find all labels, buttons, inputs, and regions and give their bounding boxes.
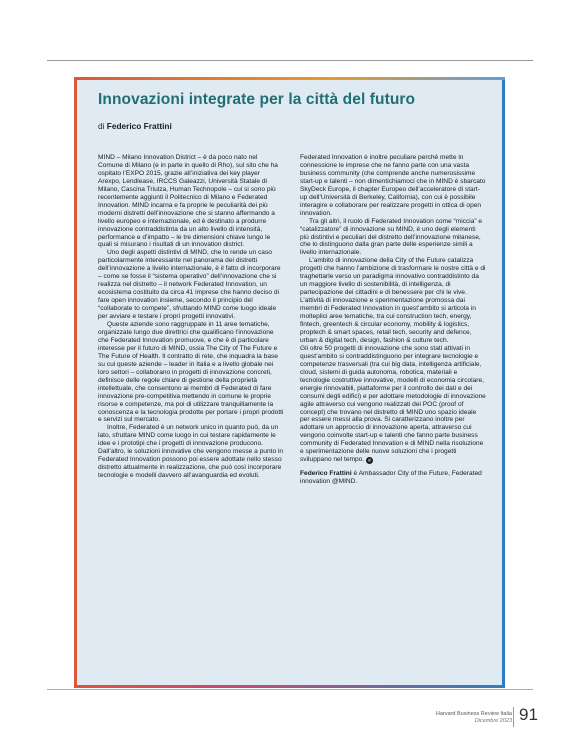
paragraph: MIND – Milano Innovation District – è da poco nato nel Comune di Milano (e in parte in quello di Rho), sul sito che ha ospitato l’EXPO 2015, grazie all’iniziativa dei key player Arexpo, Lendlease, IRCCS Galeazzi, Università Statale di Milano, Cascina Triulza, Human Technopole – cui si sono più recentemente aggiunti il Politecnico di Milano e Federated Innovation. MIND incarna e fa proprie le peculiarità dei più moderni distretti dell’innovazione che si stanno affermando a livello europeo e internazionale, ed è destinato a produrre innovazione contraddistinta da un alto livello di intensità, performance e d’impatto – le tre dimensioni chiave lungo le quali si misurano i risultati di un innovation district. <box>98 154 278 249</box>
byline <box>98 121 172 131</box>
magazine-name: Harvard Business Review Italia <box>435 711 512 717</box>
author-name: Federico Frattini <box>106 121 172 131</box>
right-column <box>300 154 486 486</box>
left-column <box>98 154 284 480</box>
bio-name: Federico Frattini <box>300 470 352 478</box>
top-rule <box>47 60 533 61</box>
paragraph: Tra gli altri, il ruolo di Federated Innovation come “miccia” e “catalizzatore” di innovazione su MIND, è uno degli elementi più distintivi e peculiari del distretto dell’innovazione milanese, che lo distinguono dalla gran parte delle esperienze simili a livello internazionale. <box>300 217 483 257</box>
paragraph-last <box>300 345 486 464</box>
page-footer <box>436 711 512 725</box>
paragraph: Queste aziende sono raggruppate in 11 aree tematiche, organizzate lungo due direttrici che qualificano l’innovazione che Federated Innovation promuove, e che è di particolare interesse per il futuro di MIND, ossia The City of The Future e The Future of Health. Il contratto di rete, che inquadra la base su cui queste aziende – leader in Italia e a livello globale nei loro settori – collaborano in progetti di innovazione concreti, definisce delle regole chiare di gestione della proprietà intellettuale, che consentono ai membri di Federated di fare innovazione pre-competitiva mettendo in comune le proprie risorse e competenze, ma poi di utilizzare tranquillamente la conoscenza e la tecnologia prodotte per portare i propri prodotti e servizi sul mercato. <box>98 321 284 424</box>
paragraph: Uno degli aspetti distintivi di MIND, che lo rende un caso particolarmente interessante nel panorama dei distretti dell’innovazione a livello internazionale, è il fatto di incorporare – come se fosse il “sistema operativo” dell’innovazione che si realizza nel distretto – il network Federated Innovation, un ecosistema costituito da circa 41 imprese che hanno deciso di fare open innovation insieme, secondo il principio del “collaborate to compete”, sfruttando MIND come luogo ideale per avviare e testare i propri progetti innovativi. <box>98 249 281 321</box>
article-title: Innovazioni integrate per la città del futuro <box>98 91 416 108</box>
bottom-rule <box>47 689 533 690</box>
page-number: 91 <box>519 705 538 724</box>
paragraph-text: Gli oltre 50 progetti di innovazione che sono stati attivati in quest’ambito si contraddistinguono per integrare tecnologie e competenze trasversali (tra cui big data, intelligenza artificiale, cloud, sistemi di guida autonoma, robotica, materiali e tecnologie costruttive innovative, modelli di economia circolare, energie rinnovabili, piattaforme per il controllo dei dati e dei consumi degli edifici) e per adottare metodologie di innovazione agile attraverso cui vengono realizzati dei POC (proof of concept) che trovano nel distretto di MIND uno spazio ideale per essere messi alla prova. Si caratterizzano inoltre per adottare un approccio di innovazione aperta, attraverso cui vengono coinvolte start-up e talenti che fanno parte business community di Federated Innovation e di MIND nella risoluzione e sperimentazione delle nuove soluzioni che i progetti sviluppano nel tempo. <box>300 344 486 464</box>
paragraph: Federated Innovation è inoltre peculiare perché mette in connessione le imprese che ne fanno parte con una vasta business community (che comprende anche numerosissime start-up e talenti – non dimentichiamoci che in MIND è sbarcato SkyDeck Europe, il chapter Europeo dell’acceleratore di start-up dell’Università di Berkeley, California), con cui è possibile interagire e collaborare per realizzare progetti in ottica di open innovation. <box>300 154 486 217</box>
byline-prefix: di <box>98 121 105 131</box>
bio-text: è Ambassador City of the Future, Federated innovation @MIND. <box>300 470 482 486</box>
author-bio <box>300 470 486 486</box>
end-mark-icon: ® <box>367 458 372 464</box>
footer-divider <box>513 707 514 727</box>
paragraph: L’ambito di innovazione della City of the Future catalizza progetti che hanno l’ambizione di trasformare le nostre città e di traghettarle verso un paradigma innovativo contraddistinto da un maggiore livello di sostenibilità, di intelligenza, di partecipazione dei cittadini e di benessere per chi le vive. L’attività di innovazione e sperimentazione promossa dai membri di Federated Innovation in quest’ambito si articola in molteplici aree tematiche, tra cui construction tech, energy, fintech, greentech & circular economy, mobility & logistics, proptech & smart spaces, retail tech, security and defence, urban & digital tech, design, fashion & culture tech. <box>300 257 486 344</box>
issue-date: Dicembre 2023 <box>474 718 512 724</box>
paragraph: Inoltre, Federated è un network unico in quanto può, da un lato, sfruttare MIND come luogo in cui testare rapidamente le idee e i prototipi che i progetti di innovazione producono. Dall’altro, le soluzioni innovative che vengono messe a punto in Federated Innovation possono poi essere adottate nello stesso distretto attualmente in realizzazione, che può così incorporare tecnologie e modelli davvero all’avanguardia ed evoluti. <box>98 424 284 480</box>
